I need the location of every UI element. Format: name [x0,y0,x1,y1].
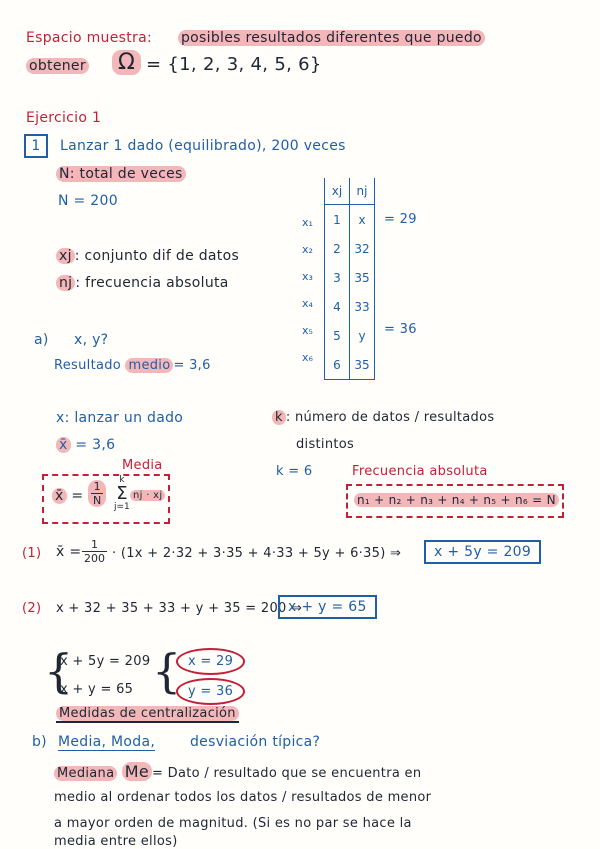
freq-formula: n₁ + n₂ + n₃ + n₄ + n₅ + n₆ = N [354,493,559,508]
eq1-fraction: $\frac{1}{200}$ [84,538,105,565]
part-a-question: x, y? [74,332,109,348]
omega-set: = {1, 2, 3, 4, 5, 6} [146,54,322,75]
table-cell: 35 [350,350,375,380]
row-label: x₁ [302,216,313,229]
media-terms: nj · xj [130,490,165,501]
resultado-prefix: Resultado [54,358,122,373]
nj-definition [56,275,229,291]
part-a-label: a) [34,332,49,348]
mediana-def-2: medio al ordenar todos los datos / resultados de menor [54,790,432,805]
media-fraction: $\frac{1}{N}$ [88,480,106,507]
row-label: x₆ [302,351,313,364]
xj-definition [56,248,239,264]
table-cell: 2 [325,234,350,263]
table-head-nj: nj [350,178,375,205]
me-symbol: Me [122,762,152,781]
xbar-symbol: x̄ [56,437,71,453]
mediana-definition [54,762,421,781]
xj-def-text: : conjunto dif de datos [74,248,240,264]
solution-y: y = 36 [176,678,245,705]
resultado-hl: medio [125,358,173,373]
x-definition: x: lanzar un dado [56,410,184,426]
exercise-title: Ejercicio 1 [26,110,102,126]
table-cell: 4 [325,292,350,321]
eq1-body: · (1x + 2·32 + 3·35 + 4·33 + 5y + 6·35) ⇒ [112,546,402,561]
table-cell: 35 [350,263,375,292]
k-def-text: : número de datos / resultados [285,410,495,425]
espacio-label: Espacio muestra: [26,30,152,46]
k-value: k = 6 [276,464,313,479]
system-brace: { [44,644,74,698]
row-label: x₄ [302,297,313,310]
exercise-number: 1 [24,134,48,158]
obtener-text: obtener [26,58,89,74]
eq1-label: (1) [22,546,42,561]
table-cell: 1 [325,205,350,235]
media-sigma: k Σ j=1 [114,475,130,512]
table-cell: 33 [350,292,375,321]
system-eq1: x + 5y = 209 [60,654,151,669]
k-definition-2: distintos [296,437,355,452]
media-formula-box [42,474,170,524]
mediana-def-1: = Dato / resultado que se encuentra en [152,766,422,781]
nj-def-text: : frecuencia absoluta [75,275,229,291]
espacio-text: posibles resultados diferentes que puedo [178,30,485,46]
eq2-body: x + 32 + 35 + 33 + y + 35 = 200 ⇒ [56,601,303,616]
section-centralizacion: Medidas de centralización [56,706,239,723]
solution-x: x = 29 [176,648,245,675]
table-note-x: = 29 [384,212,417,227]
xbar-val: = 3,6 [75,437,116,453]
omega-symbol: Ω [112,50,141,75]
row-label: x₅ [302,324,313,337]
exercise-statement: Lanzar 1 dado (equilibrado), 200 veces [60,138,346,154]
part-b-label: b) [32,734,47,750]
frequency-table [324,178,375,380]
table-cell: 6 [325,350,350,380]
eq2-label: (2) [22,601,42,616]
freq-title: Frecuencia absoluta [352,464,488,479]
table-cell: 5 [325,321,350,350]
table-cell: 3 [325,263,350,292]
n-definition: N: total de veces [56,166,186,182]
table-head-xj: xj [325,178,350,205]
k-definition [272,410,494,425]
n-value: N = 200 [58,193,118,209]
nj-symbol: nj [56,275,75,291]
part-b-question-rest: desviación típica? [190,734,321,750]
xj-symbol: xj [56,248,75,264]
mediana-def-4: media entre ellos) [54,834,178,849]
eq2-result: x + y = 65 [278,595,377,619]
media-formula-lhs: x̄ = [52,488,83,504]
table-cell: 32 [350,234,375,263]
media-title: Media [122,458,163,473]
row-label: x₂ [302,243,313,256]
row-label: x₃ [302,270,313,283]
part-b-question-underlined: Media, Moda, [58,734,156,750]
system-eq2: x + y = 65 [60,682,134,697]
eq1-lhs: x̄ = [56,544,82,560]
system-brace-right: { [152,644,182,698]
eq1-result: x + 5y = 209 [424,540,541,564]
resultado-medio [54,358,211,373]
table-note-y: = 36 [384,322,417,337]
mediana-label: Mediana [54,766,117,781]
mediana-def-3: a mayor orden de magnitud. (Si es no par se hace la [54,816,412,831]
xbar-value [56,437,115,453]
table-cell: y [350,321,375,350]
k-symbol: k [272,410,286,425]
table-cell: x [350,205,375,235]
resultado-suffix: = 3,6 [173,358,211,373]
freq-formula-box [346,484,564,518]
